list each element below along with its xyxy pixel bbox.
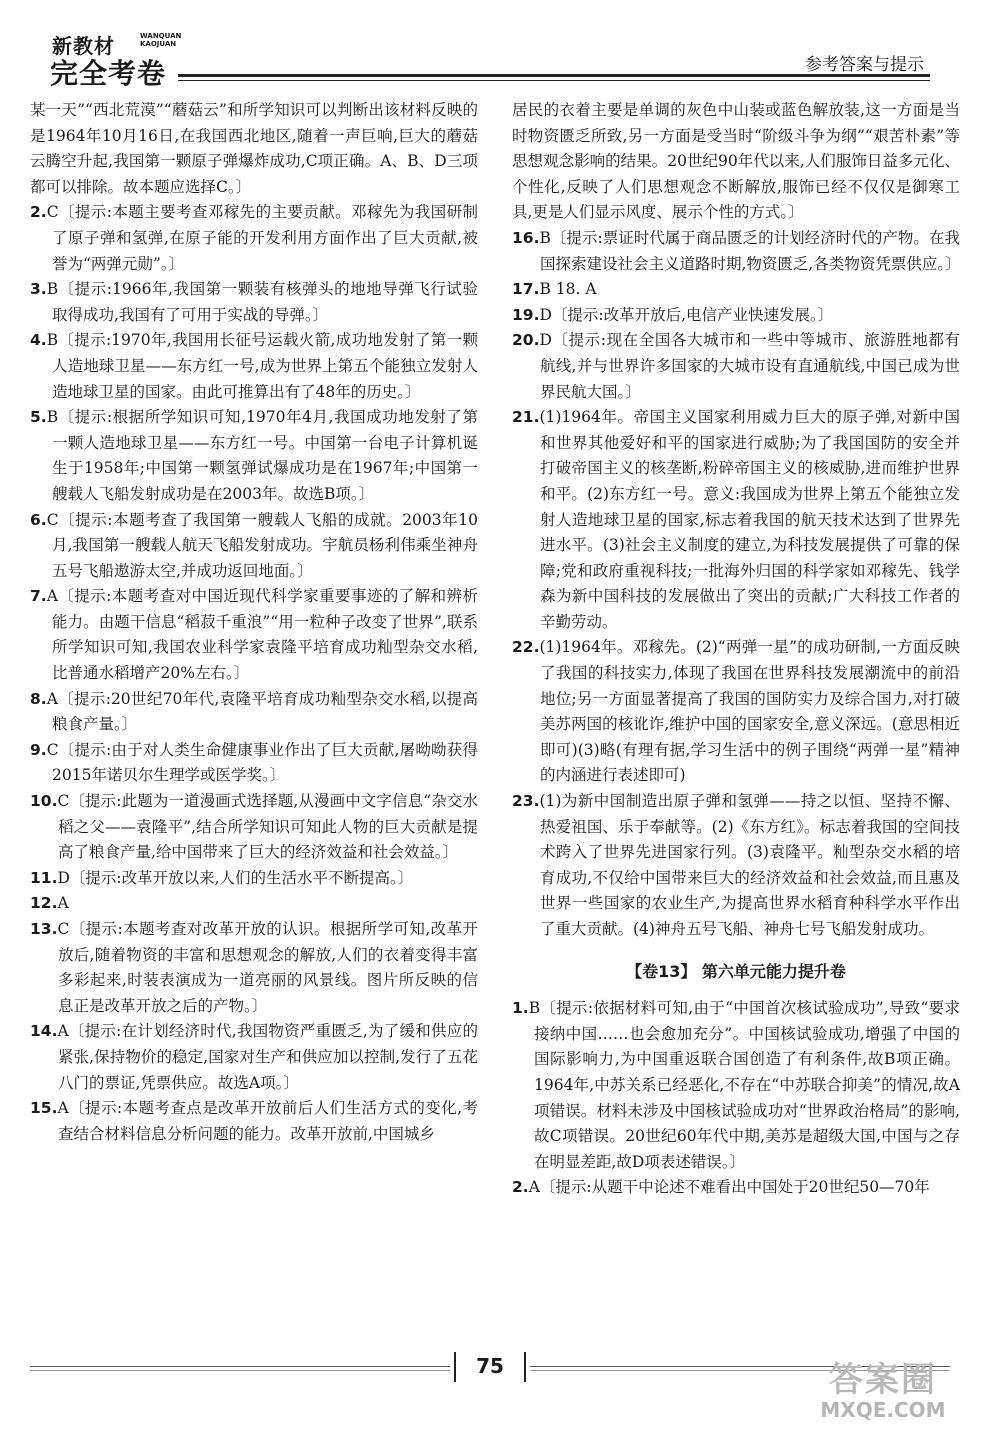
left-column bbox=[30, 98, 478, 1147]
answer-item-continued: 居民的衣着主要是单调的灰色中山装或蓝色解放装,这一方面是当时物资匮乏所致,另一方面是受当时“阶级斗争为纲”“艰苦朴素”等思想观念影响的结果。20世纪90年代以来,人们服饰日益多元化、个性化,反映了人们思想观念不断解放,服饰已经不仅仅是御寒工具,更是人们显示风度、展示个性的方式。〕 bbox=[512, 101, 960, 222]
header-rule-thin bbox=[178, 80, 930, 81]
answer-item: 5.B〔提示:根据所学知识可知,1970年4月,我国成功地发射了第一颗人造地球卫星——东方红一号。中国第一台电子计算机诞生于1958年;中国第一颗氢弹试爆成功是在1967年;中国第一艘载人飞船发射成功是在2003年。故选B项。〕 bbox=[30, 408, 478, 503]
right-column bbox=[512, 98, 960, 1201]
answer-item: 20.D〔提示:现在全国各大城市和一些中等城市、旅游胜地都有航线,并与世界许多国家的大城市设有直通航线,中国已成为世界民航大国。〕 bbox=[512, 331, 960, 401]
answer-item: 6.C〔提示:本题考查了我国第一艘载人飞船的成就。2003年10月,我国第一艘载人航天飞船发射成功。宇航员杨利伟乘坐神舟五号飞船遨游太空,并成功返回地面。〕 bbox=[30, 510, 478, 580]
answer-item: 12.A bbox=[30, 894, 69, 913]
brand-top-text: 新教材 bbox=[52, 34, 115, 58]
answer-item-continued: 某一天”“西北荒漠”“蘑菇云”和所学知识可以判断出该材料反映的是1964年10月16日,在我国西北地区,随着一声巨响,巨大的蘑菇云腾空升起,我国第一颗原子弹爆炸成功,C项正确。A、B、D三项都可以排除。故本题应选择C。〕 bbox=[30, 101, 478, 196]
answer-item: 15.A〔提示:本题考查点是改革开放前后人们生活方式的变化,考查结合材料信息分析问题的能力。改革开放前,中国城乡 bbox=[30, 1099, 478, 1143]
answer-item: 17.B 18. A bbox=[512, 280, 597, 299]
answer-item: 2.A〔提示:从题干中论述不难看出中国处于20世纪50—70年 bbox=[512, 1178, 930, 1197]
answer-item: 11.D〔提示:改革开放以来,人们的生活水平不断提高。〕 bbox=[30, 868, 414, 887]
answer-item: 3.B〔提示:1966年,我国第一颗装有核弹头的地地导弹飞行试验取得成功,我国有了可用于实战的导弹。〕 bbox=[30, 280, 478, 324]
answer-item: 4.B〔提示:1970年,我国用长征号运载火箭,成功地发射了第一颗人造地球卫星——东方红一号,成为世界上第五个能独立发射人造地球卫星的国家。由此可推算出有了48年的历史。〕 bbox=[30, 331, 478, 401]
brand-english-line-1: WANQUAN bbox=[140, 32, 182, 40]
section-heading: 【卷13】 第六单元能力提升卷 bbox=[626, 961, 846, 981]
answer-item: 19.D〔提示:改革开放后,电信产业快速发展。〕 bbox=[512, 305, 834, 324]
footer-bar-left bbox=[454, 1352, 456, 1382]
brand-english-line-2: KAOJUAN bbox=[140, 40, 177, 48]
page-number: 75 bbox=[476, 1354, 504, 1378]
answer-item: 16.B〔提示:票证时代属于商品匮乏的计划经济时代的产物。在我国探索建设社会主义道路时期,物资匮乏,各类物资凭票供应。〕 bbox=[512, 228, 961, 273]
answer-item: 9.C〔提示:由于对人类生命健康事业作出了巨大贡献,屠呦呦获得2015年诺贝尔生理学或医学奖。〕 bbox=[30, 740, 478, 785]
footer-rule-left bbox=[30, 1366, 450, 1367]
answer-item: 7.A〔提示:本题考查对中国近现代科学家重要事迹的了解和辨析能力。由题干信息“稻菽千重浪”“用一粒种子改变了世界”,联系所学知识可知,我国农业科学家袁隆平培育成功籼型杂交水稻,比普通水稻增产20%左右。〕 bbox=[30, 587, 478, 683]
brand-english bbox=[140, 32, 181, 48]
answer-item: 8.A〔提示:20世纪70年代,袁隆平培育成功籼型杂交水稻,以提高粮食产量。〕 bbox=[30, 689, 478, 734]
answer-item: 13.C〔提示:本题考查对改革开放的认识。根据所学可知,改革开放后,随着物资的丰富和思想观念的解放,人们的衣着变得丰富多彩起来,时装表演成为一道亮丽的风景线。图片所反映的信息正是改革开放之后的产物。〕 bbox=[30, 920, 478, 1015]
page-header bbox=[40, 26, 930, 90]
answer-item: 22.(1)1964年。邓稼先。(2)“两弹一星”的成功研制,一方面反映了我国的科技实力,体现了我国在世界科技发展潮流中的前沿地位;另一方面显著提高了我国的国防实力及综合国力,对打破美苏两国的核讹诈,维护中国的国家安全,意义深远。(意思相近即可)(3)略(有理有据,学习生活中的例子围绕“两弹一星”精神的内涵进行表述即可) bbox=[512, 638, 960, 785]
footer-rule-left-thin bbox=[30, 1370, 450, 1371]
answer-item: 23.(1)为新中国制造出原子弹和氢弹——持之以恒、坚持不懈、热爱祖国、乐于奉献等。(2)《东方红》。标志着我国的空间技术跨入了世界先进国家行列。(3)袁隆平。籼型杂交水稻的培育成功,不仅给中国带来巨大的经济效益和社会效益,而且惠及世界一些国家的农业生产,为提高世界水稻育种科学水平作出了重大贡献。(4)神舟五号飞船、神舟七号飞船发射成功。 bbox=[512, 792, 960, 938]
answer-item: 1.B〔提示:依据材料可知,由于“中国首次核试验成功”,导致“要求接纳中国……也会愈加充分”。中国核试验成功,增强了中国的国际影响力,为中国重返联合国创造了有利条件,故B项正确。1964年,中苏关系已经恶化,不存在“中苏联合抑美”的情况,故A项错误。材料未涉及中国核试验成功对“世界政治格局”的影响,故C项错误。20世纪60年代中期,美苏是超级大国,中国与之存在明显差距,故D项表述错误。〕 bbox=[512, 999, 960, 1171]
header-rule bbox=[178, 74, 930, 77]
answer-item: 2.C〔提示:本题主要考查邓稼先的主要贡献。邓稼先为我国研制了原子弹和氢弹,在原子能的开发利用方面作出了巨大贡献,被誉为“两弹元勋”。〕 bbox=[30, 203, 478, 273]
header-section-title: 参考答案与提示 bbox=[805, 55, 924, 75]
watermark-url: MXQE.COM bbox=[820, 1398, 946, 1422]
answer-item: 14.A〔提示:在计划经济时代,我国物资严重匮乏,为了缓和供应的紧张,保持物价的稳定,国家对生产和供应加以控制,发行了五花八门的票证,凭票供应。故选A项。〕 bbox=[30, 1022, 478, 1092]
brand-logo-text: 完全考卷 bbox=[50, 57, 167, 90]
watermark bbox=[792, 1358, 974, 1420]
answer-item: 21.(1)1964年。帝国主义国家利用威力巨大的原子弹,对新中国和世界其他爱好和平的国家进行威胁;为了我国国防的安全并打破帝国主义的核垄断,粉碎帝国主义的核威胁,进而维护世界和平。(2)东方红一号。意义:我国成为世界上第五个能独立发射人造地球卫星的国家,标志着我国的航天技术达到了世界先进水平。(3)社会主义制度的建立,为科技发展提供了可靠的保障;党和政府重视科技;一批海外归国的科学家如邓稼先、钱学森为新中国科技的发展做出了突出的贡献;广大科技工作者的辛勤劳动。 bbox=[512, 408, 960, 631]
answer-item: 10.C〔提示:此题为一道漫画式选择题,从漫画中文字信息“杂交水稻之父——袁隆平”,结合所学知识可知此人物的巨大贡献是提高了粮食产量,给中国带来了巨大的经济效益和社会效益。〕 bbox=[30, 792, 478, 862]
watermark-logo: 答案圈 bbox=[829, 1360, 937, 1400]
footer-bar-right bbox=[524, 1352, 526, 1382]
